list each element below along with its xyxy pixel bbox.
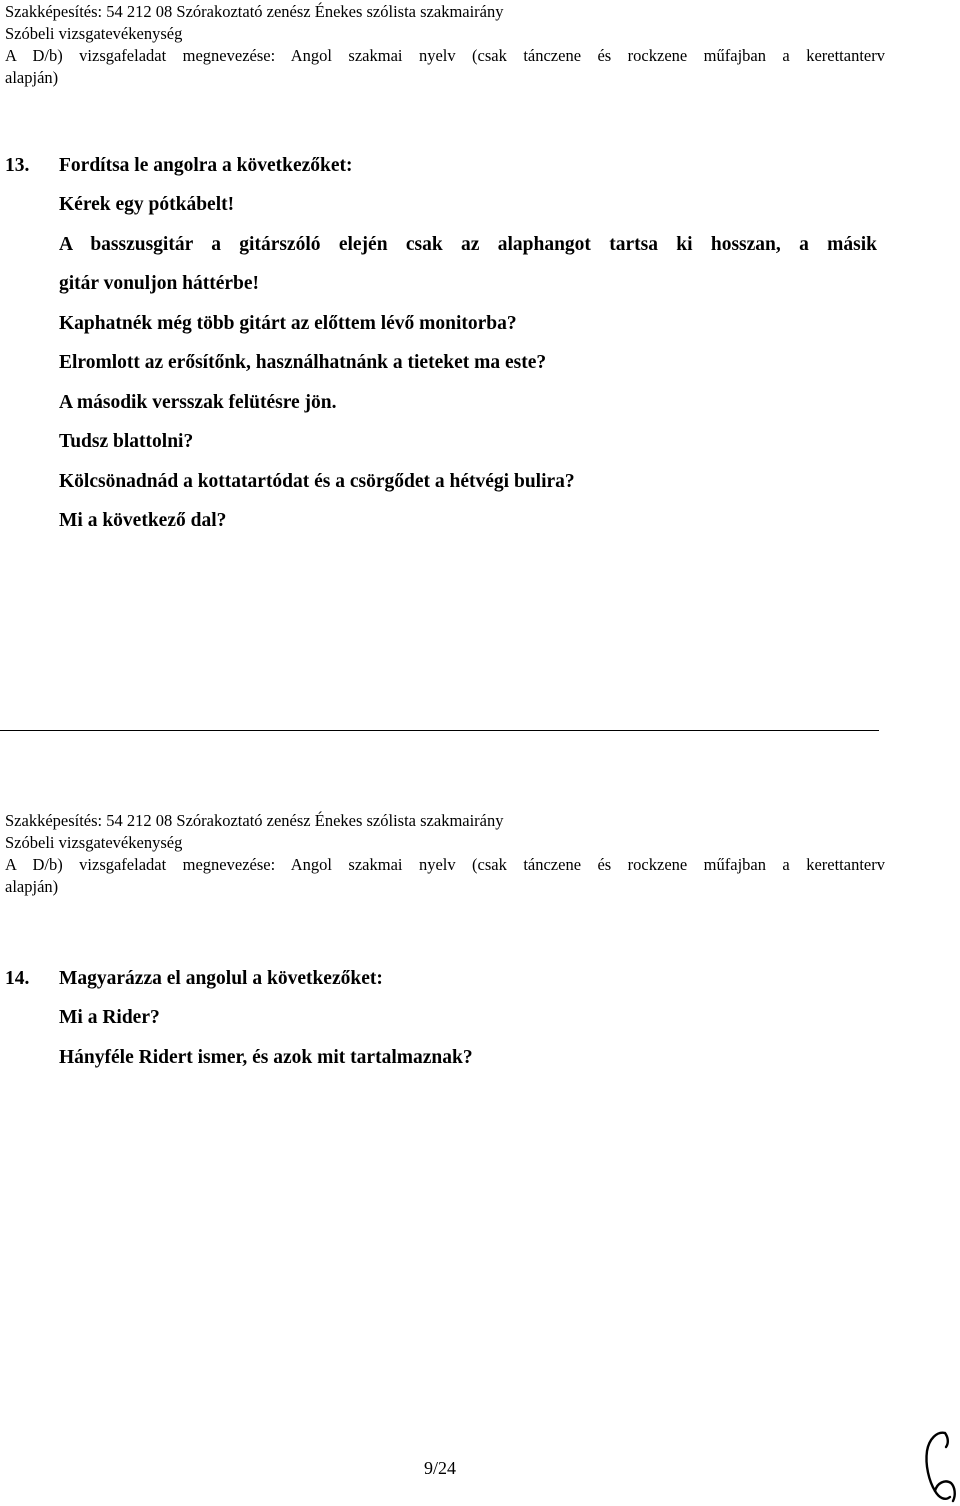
question-14-item: Mi a Rider?	[59, 1007, 160, 1028]
question-14-item: Hányféle Ridert ismer, és azok mit tartalmaznak?	[59, 1047, 473, 1068]
header-task-name: A D/b) vizsgafeladat megnevezése: Angol szakmai nyelv (csak tánczene és rockzene műfajban a kerettanterv	[5, 46, 885, 65]
question-13-item: Kölcsönadnád a kottatartódat és a csörgődet a hétvégi bulira?	[59, 470, 575, 492]
handwritten-mark-icon	[915, 1425, 960, 1506]
section-divider	[0, 730, 879, 731]
question-13-item: A második versszak felütésre jön.	[59, 391, 337, 413]
question-14-items	[59, 998, 877, 1078]
question-13-item: A basszusgitár a gitárszóló elején csak az alaphangot tartsa ki hosszan, a másik	[59, 233, 877, 255]
question-13-item: Tudsz blattolni?	[59, 431, 194, 452]
question-13-item: Elromlott az erősítőnk, használhatnánk a tieteket ma este?	[59, 352, 547, 373]
header-task-name-cont: alapján)	[5, 68, 59, 87]
question-13-title: Fordítsa le angolra a következőket:	[59, 155, 353, 176]
question-13	[5, 155, 885, 541]
header-qualification: Szakképesítés: 54 212 08 Szórakoztató zenész Énekes szólista szakmairány	[5, 811, 504, 830]
question-13-number: 13.	[5, 155, 30, 176]
header-qualification: Szakképesítés: 54 212 08 Szórakoztató zenész Énekes szólista szakmairány	[5, 2, 504, 21]
question-14-number: 14.	[5, 968, 30, 989]
page-number: 9/24	[423, 1458, 456, 1478]
question-14-heading	[5, 968, 885, 998]
header-exam-type: Szóbeli vizsgatevékenység	[5, 24, 183, 43]
header-task-name: A D/b) vizsgafeladat megnevezése: Angol szakmai nyelv (csak tánczene és rockzene műfajban a kerettanterv	[5, 855, 885, 874]
question-13-heading	[5, 155, 885, 185]
question-13-item: Kaphatnék még több gitárt az előttem lévő monitorba?	[59, 312, 517, 334]
page-header-top	[5, 1, 885, 89]
page-header-bottom	[5, 810, 885, 898]
header-exam-type: Szóbeli vizsgatevékenység	[5, 833, 183, 852]
question-14	[5, 968, 885, 1078]
question-13-item: gitár vonuljon háttérbe!	[59, 273, 260, 294]
question-14-title: Magyarázza el angolul a következőket:	[59, 968, 383, 989]
header-task-name-cont: alapján)	[5, 877, 59, 896]
question-13-item: Kérek egy pótkábelt!	[59, 194, 235, 215]
question-13-item: Mi a következő dal?	[59, 510, 227, 531]
question-13-items	[59, 185, 877, 541]
